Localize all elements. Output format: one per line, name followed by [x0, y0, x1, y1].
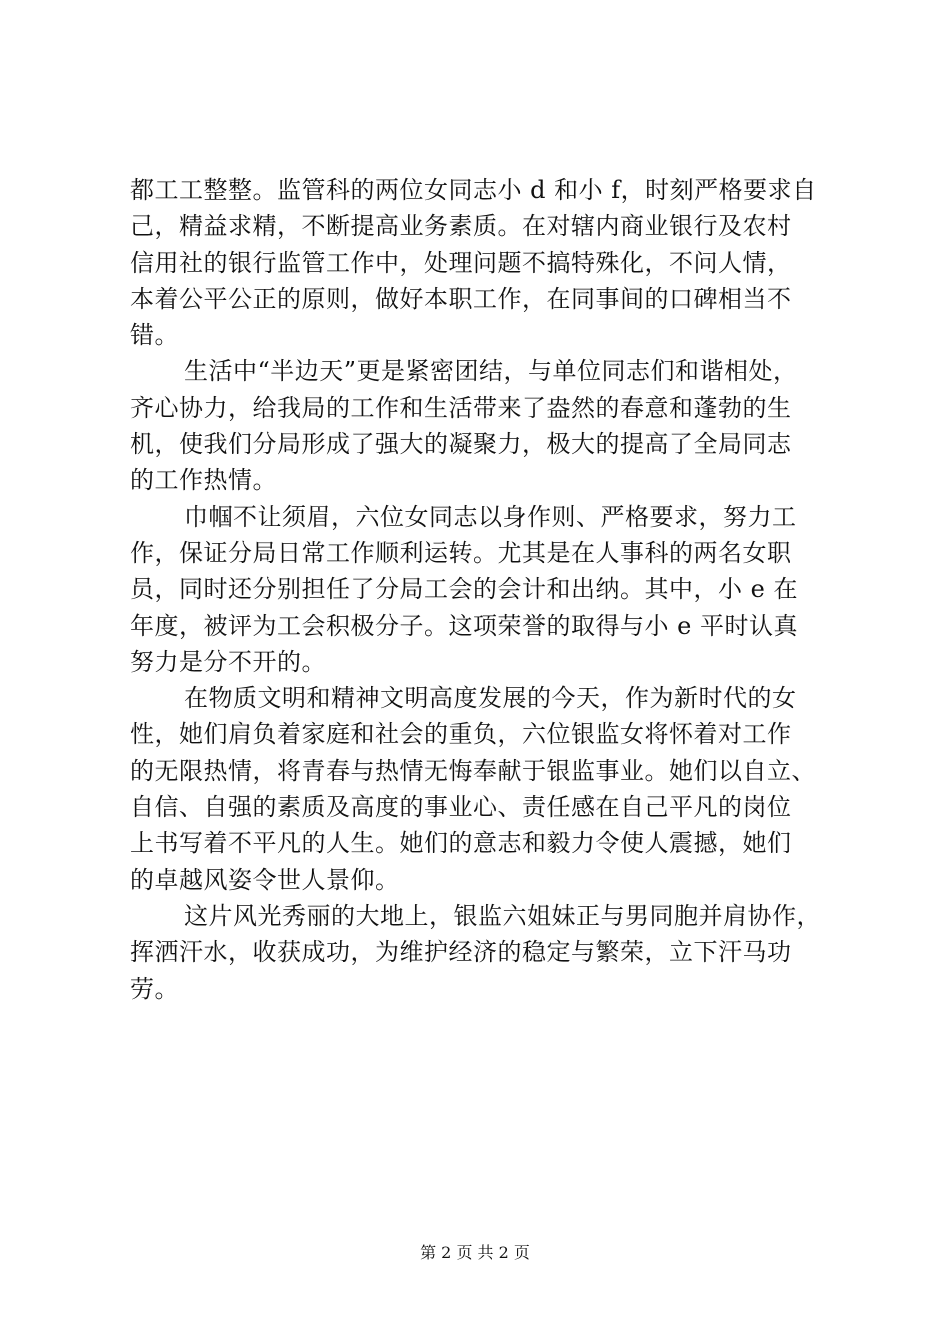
text-line: 作，保证分局日常工作顺利运转。尤其是在人事科的两名女职	[130, 538, 792, 567]
text-line: 己，精益求精，不断提高业务素质。在对辖内商业银行及农村	[130, 212, 792, 241]
text-line: 的卓越风姿令世人景仰。	[130, 865, 400, 894]
text-line: 巾帼不让须眉，六位女同志以身作则、严格要求，努力工	[184, 502, 797, 531]
text-line: 本着公平公正的原则，做好本职工作，在同事间的口碑相当不	[130, 284, 792, 313]
text-line: 自信、自强的素质及高度的事业心、责任感在自己平凡的岗位	[130, 793, 792, 822]
document-body	[130, 172, 832, 1007]
text-line: 信用社的银行监管工作中，处理问题不搞特殊化，不问人情，	[130, 248, 792, 277]
page-footer: 第 2 页 共 2 页	[420, 1243, 530, 1262]
text-line: 都工工整整。监管科的两位女同志小 d 和小 f，时刻严格要求自	[130, 176, 817, 204]
text-line: 努力是分不开的。	[130, 647, 326, 676]
text-line: 在物质文明和精神文明高度发展的今天，作为新时代的女	[184, 684, 797, 713]
text-line: 挥洒汗水，收获成功，为维护经济的稳定与繁荣，立下汗马功	[130, 938, 792, 967]
text-line: 劳。	[130, 974, 179, 1003]
text-line: 的工作热情。	[130, 466, 277, 495]
text-line: 员，同时还分别担任了分局工会的会计和出纳。其中，小 e 在	[130, 575, 798, 604]
text-line: 年度，被评为工会积极分子。这项荣誉的取得与小 e 平时认真	[130, 611, 798, 640]
text-line: 生活中“半边天”更是紧密团结，与单位同志们和谐相处，	[184, 357, 798, 386]
text-line: 上书写着不平凡的人生。她们的意志和毅力令使人震撼，她们	[130, 829, 792, 858]
text-line: 机，使我们分局形成了强大的凝聚力，极大的提高了全局同志	[130, 430, 792, 459]
text-line: 这片风光秀丽的大地上，银监六姐妹正与男同胞并肩协作，	[184, 901, 821, 930]
text-line: 错。	[130, 321, 179, 350]
text-line: 性，她们肩负着家庭和社会的重负，六位银监女将怀着对工作	[130, 720, 792, 749]
text-line: 的无限热情，将青春与热情无悔奉献于银监事业。她们以自立、	[130, 756, 816, 785]
text-line: 齐心协力，给我局的工作和生活带来了盎然的春意和蓬勃的生	[130, 393, 792, 422]
